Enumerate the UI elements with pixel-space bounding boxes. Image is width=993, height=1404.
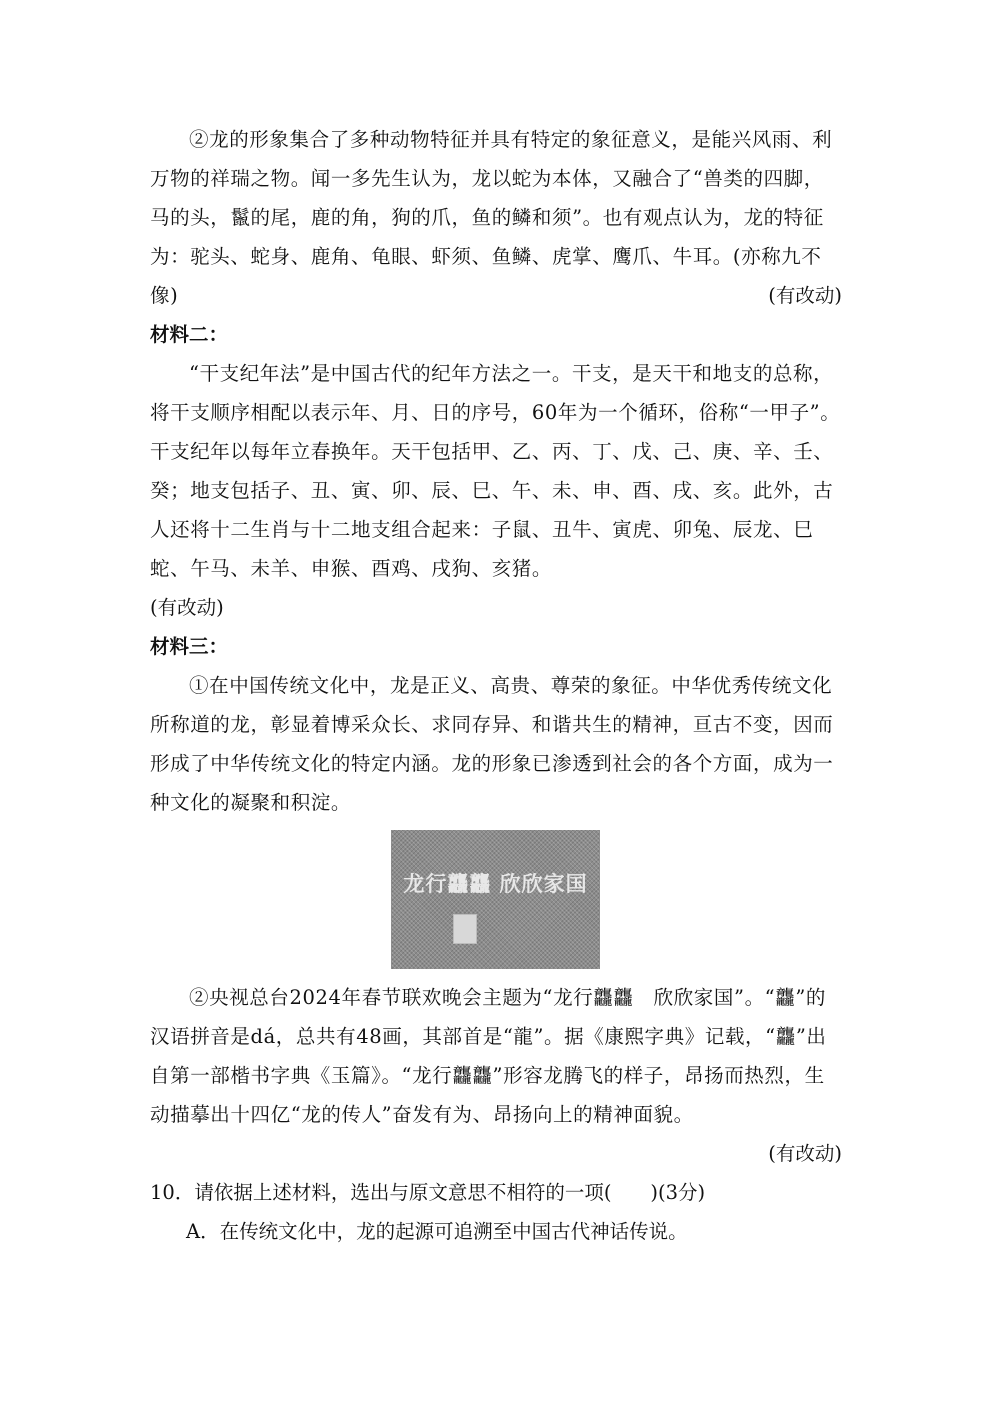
question-10-stem: 10．请依据上述材料，选出与原文意思不相符的一项( )(3分): [150, 1181, 706, 1204]
image-caption-text: 龙行龘龘 欣欣家国: [403, 871, 588, 896]
cctv-logo-icon: [453, 914, 477, 944]
source-note: (有改动): [768, 284, 842, 307]
material3-paragraph-1: ①在中国传统文化中，龙是正义、高贵、尊荣的象征。中华优秀传统文化所称道的龙，彰显着博采众长、求同存异、和谐共生的精神，亘古不变，因而形成了中华传统文化的特定内涵。龙的形象已渗透到社会的各个方面，成为一种文化的凝聚和积淀。: [150, 674, 834, 814]
material1-paragraph-2: ②龙的形象集合了多种动物特征并具有特定的象征意义，是能兴风雨、利万物的祥瑞之物。闻一多先生认为，龙以蛇为本体，又融合了“兽类的四脚，马的头，鬣的尾，鹿的角，狗的爪，鱼的鳞和须”。也有观点认为，龙的特征为：驼头、蛇身、鹿角、龟眼、虾须、鱼鳞、虎掌、鹰爪、牛耳。(亦称九不像): [150, 128, 833, 307]
material2-paragraph: “干支纪年法”是中国古代的纪年方法之一。干支，是天干和地支的总称，将干支顺序相配以表示年、月、日的序号，60年为一个循环，俗称“一甲子”。干支纪年以每年立春换年。天干包括甲、乙、丙、丁、戊、己、庚、辛、壬、癸；地支包括子、丑、寅、卯、辰、巳、午、未、申、酉、戌、亥。此外，古人还将十二生肖与十二地支组合起来：子鼠、丑牛、寅虎、卯兔、辰龙、巳蛇、午马、未羊、申猴、酉鸡、戌狗、亥猪。: [150, 362, 841, 580]
question-10-option-a: A．在传统文化中，龙的起源可追溯至中国古代神话传说。: [186, 1220, 688, 1243]
material3-heading: 材料三：: [150, 635, 229, 658]
material3-paragraph-2: ②央视总台2024年春节联欢晚会主题为“龙行龘龘 欣欣家国”。“龘”的汉语拼音是dá，总共有48画，其部首是“龍”。据《康熙字典》记载，“龘”出自第一部楷书字典《玉篇》。“龙行龘龘”形容龙腾飞的样子，昂扬而热烈，生动描摹出十四亿“龙的传人”奋发有为、昂扬向上的精神面貌。: [150, 986, 827, 1126]
source-note: (有改动): [768, 1142, 842, 1165]
material2-heading: 材料二：: [150, 323, 229, 346]
source-note: (有改动): [150, 596, 224, 619]
gala-theme-image: [391, 830, 600, 969]
